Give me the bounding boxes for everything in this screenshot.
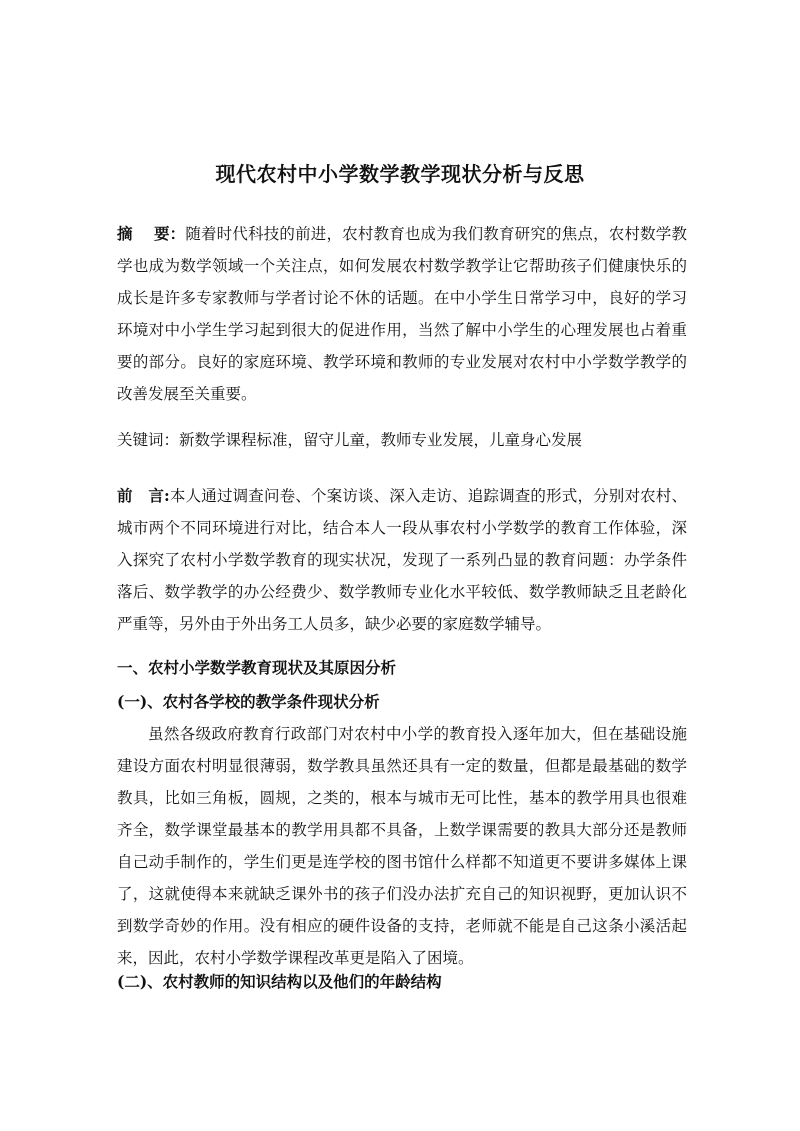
abstract-paragraph xyxy=(117,218,687,410)
preface-label: 前 言: xyxy=(117,486,170,505)
document-title: 现代农村中小学数学教学现状分析与反思 xyxy=(215,162,585,186)
abstract-label: 摘 要： xyxy=(117,224,186,243)
preface-text: 本人通过调查问卷、个案访谈、深入走访、追踪调查的形式，分别对农村、城市两个不同环境进行对比，结合本人一段从事农村小学数学的教育工作体验，深入探究了农村小学数学教育的现实状况，发现了一系列凸显的教育问题：办学条件落后、数学教学的办公经费少、数学教师专业化水平较低、数学教师缺乏且老龄化严重等，另外由于外出务工人员多，缺少必要的家庭数学辅导。 xyxy=(117,487,687,633)
preface-paragraph xyxy=(117,480,687,640)
keywords-paragraph xyxy=(117,424,687,456)
subsection-1-paragraph: 虽然各级政府教育行政部门对农村中小学的教育投入逐年加大，但在基础设施建设方面农村明显很薄弱，数学教具虽然还具有一定的数量，但都是最基础的数学教具，比如三角板，圆规，之类的，根本与城市无可比性，基本的教学用具也很难齐全，数学课堂最基本的教学用具都不具备，上数学课需要的教具大部分还是教师自己动手制作的，学生们更是连学校的图书馆什么样都不知道更不要讲多媒体上课了，这就使得本来就缺乏课外书的孩子们没办法扩充自己的知识视野，更加认识不到数学奇妙的作用。没有相应的硬件设备的支持，老师就不能是自己这条小溪活起来，因此，农村小学数学课程改革更是陷入了困境。 xyxy=(117,725,687,967)
keywords-text: 新数学课程标准，留守儿童，教师专业发展，儿童身心发展 xyxy=(179,431,583,449)
subsection-1-heading: (一)、农村各学校的教学条件现状分析 xyxy=(117,692,380,711)
abstract-text: 随着时代科技的前进，农村教育也成为我们教育研究的焦点，农村数学教学也成为数学领域一个关注点，如何发展农村数学教学让它帮助孩子们健康快乐的成长是许多专家教师与学者讨论不休的话题。在中小学生日常学习中，良好的学习环境对中小学生学习起到很大的促进作用，当然了解中小学生的心理发展也占着重要的部分。良好的家庭环境、教学环境和教师的专业发展对农村中小学数学教学的改善发展至关重要。 xyxy=(117,225,687,403)
section-1-heading: 一、农村小学数学教育现状及其原因分析 xyxy=(117,658,397,677)
subsection-2-heading: (二)、农村教师的知识结构以及他们的年龄结构 xyxy=(117,972,442,991)
keywords-label: 关键词： xyxy=(117,431,180,449)
